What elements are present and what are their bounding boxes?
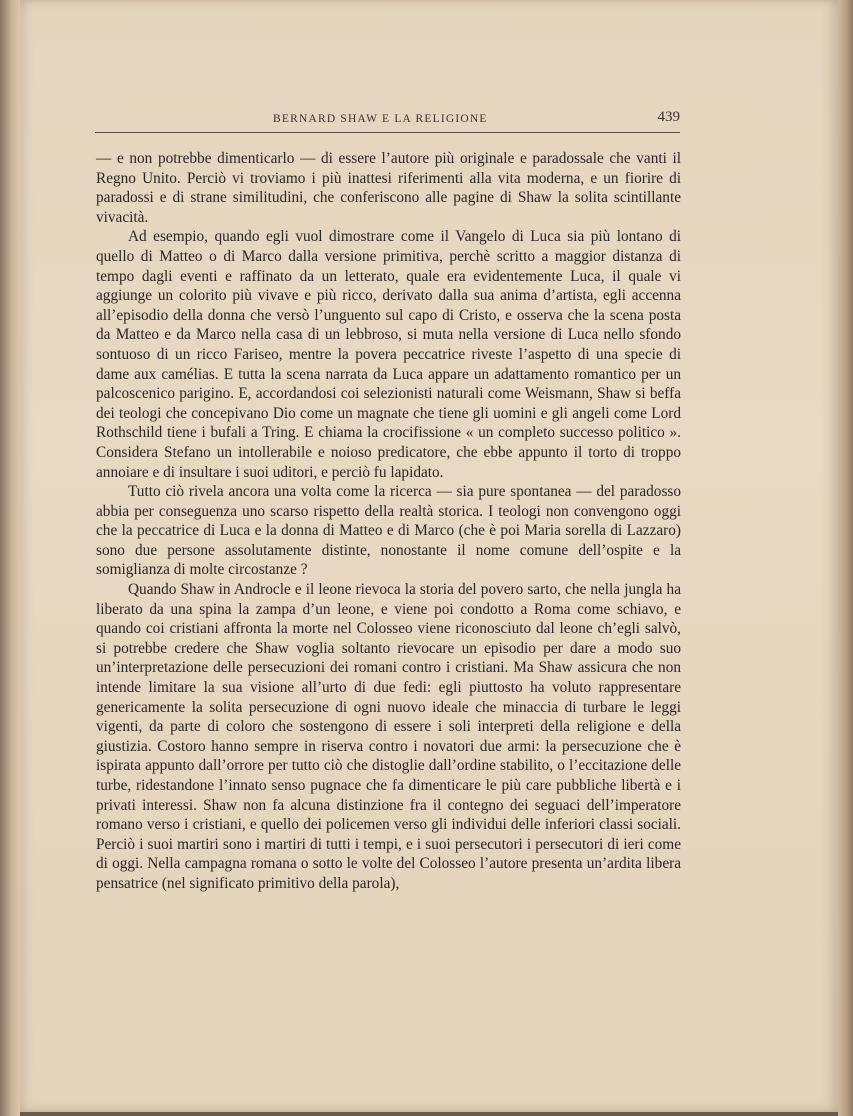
book-gutter xyxy=(0,0,20,1116)
body-text xyxy=(96,149,681,894)
page-edge xyxy=(838,0,853,1116)
paragraph: Quando Shaw in Androcle e il leone rievoca la storia del povero sarto, che nella jungla ha liberato da una spina la zampa d’un leone, e viene poi condotto a Roma come schiavo, e quando coi cristiani affronta la morte nel Colosseo viene riconosciuto dal leone ch’egli salvò, si potrebbe credere che Shaw voglia soltanto rievocare un episodio per dare a modo suo un’interpretazione delle persecuzioni dei romani contro i cristiani. Ma Shaw assicura che non intende limitare la sua visione all’urto di due fedi: egli piuttosto ha voluto rappresentare genericamente la solita persecuzione di ogni nuovo ideale che minaccia di turbare le leggi vigenti, da parte di coloro che sostengono di essere i soli interpreti della religione e della giustizia. Costoro hanno sempre in riserva contro i novatori due armi: la persecuzione che è ispirata appunto dall’orrore per tutto ciò che distoglie dall’ordine stabilito, o l’eccitazione delle turbe, ridestandone l’innato senso pugnace che fa dimenticare le più care pubbliche libertà e i privati interessi. Shaw non fa alcuna distinzione fra il contegno dei seguaci dell’imperatore romano verso i cristiani, e quello dei policemen verso gli individui delle inferiori classi sociali. Perciò i suoi martiri sono i martiri di tutti i tempi, e i suoi persecutori i persecutori di ieri come di oggi. Nella campagna romana o sotto le volte del Colosseo l’autore presenta un’ardita libera pensatrice (nel significato primitivo della parola), xyxy=(96,581,681,892)
paragraph: Ad esempio, quando egli vuol dimostrare come il Vangelo di Luca sia più lontano di quello di Matteo o di Marco dalla versione primitiva, perchè scritto a maggior distanza di tempo dagli eventi e raffinato da un letterato, quale era evidentemente Luca, il quale vi aggiunge un colorito più vivave e più ricco, derivato dalla sua anima d’artista, egli accenna all’episodio della donna che versò l’unguento sul capo di Cristo, e osserva che la scena posta da Matteo e da Marco nella casa di un lebbroso, si muta nella versione di Luca nello sfondo sontuoso di un ricco Fariseo, mentre la povera peccatrice riveste l’aspetto di una specie di dame aux camélias. E tutta la scena narrata da Luca appare un adattamento romantico per un palcoscenico parigino. E, accordandosi coi selezionisti naturali come Weismann, Shaw si beffa dei teologi che concepivano Dio come un magnate che tiene gli uomini e gli angeli come Lord Rothschild tiene i bufali a Tring. E chiama la crocifissione « un completo successo politico ». Considera Stefano un intollerabile e noioso predicatore, che ebbe appunto il torto di troppo annoiare e di insultare i suoi uditori, e perciò fu lapidato. xyxy=(96,228,681,481)
running-title: BERNARD SHAW E LA RELIGIONE xyxy=(273,113,488,125)
running-header xyxy=(95,109,680,133)
paragraph: Tutto ciò rivela ancora una volta come la ricerca — sia pure spontanea — del paradosso abbia per conseguenza uno scarso rispetto della realtà storica. I teologi non convengono oggi che la peccatrice di Luca e la donna di Matteo e di Marco (che è poi Maria sorella di Lazzaro) sono due persone assolutamente distinte, nonostante il nome comune dell’ospite e la somiglianza di molte circostanze ? xyxy=(96,483,681,579)
page-number: 439 xyxy=(657,109,680,125)
paragraph: — e non potrebbe dimenticarlo — di essere l’autore più originale e paradossale che vanti il Regno Unito. Perciò vi troviamo i più inattesi riferimenti alla vita moderna, e un fiorire di paradossi e di strane similitudini, che conferiscono alle pagine di Shaw la solita scintillante vivacità. xyxy=(96,150,681,226)
